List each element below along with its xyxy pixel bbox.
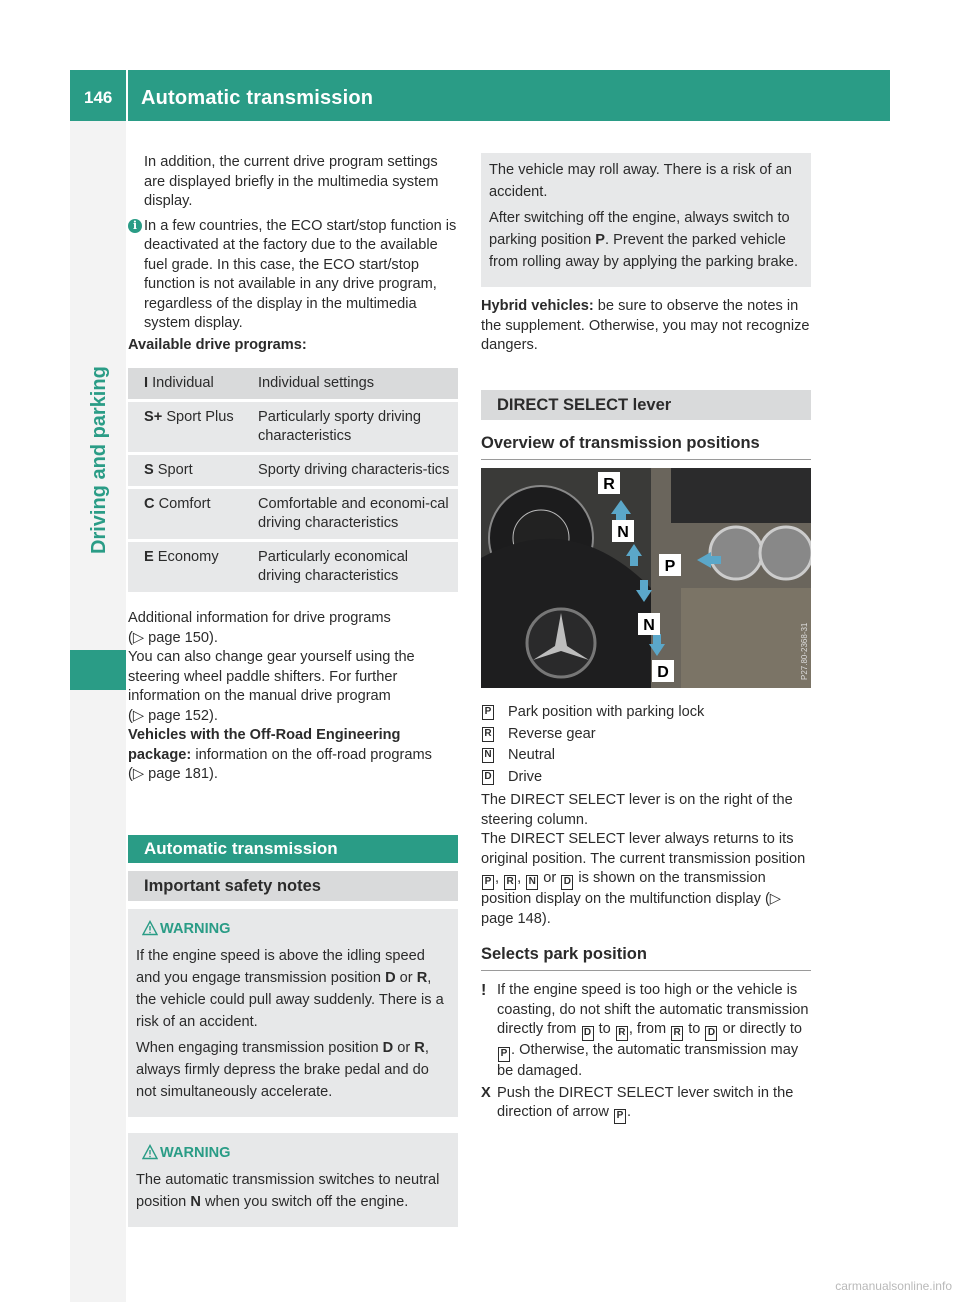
- legend-item: N Neutral: [481, 745, 811, 767]
- lever-returns-text: The DIRECT SELECT lever always returns to its original position. The current transmission position P , R , N or D is shown on the transmission position display on the multifunction display (▷ page 148).: [481, 831, 806, 927]
- page-ref-181[interactable]: (▷ page 181).: [128, 766, 218, 782]
- gear-glyph-icon: N: [482, 748, 494, 763]
- page-header: [70, 70, 890, 121]
- overview-heading: Overview of transmission positions: [481, 432, 811, 460]
- side-tab-marker: [70, 650, 126, 690]
- program-name: S+ Sport Plus: [128, 402, 250, 452]
- program-name: S Sport: [128, 455, 250, 486]
- warning-box-1-continued: [481, 153, 811, 287]
- program-row: [128, 402, 458, 452]
- side-tab-label: Driving and parking: [88, 366, 110, 554]
- warning-cont-1: The vehicle may roll away. There is a risk of an accident.: [489, 162, 792, 200]
- park-heading: Selects park position: [481, 943, 811, 971]
- paddle-text: You can also change gear yourself using the steering wheel paddle shifters. For further information on the manual drive program (▷ page 152).: [128, 649, 415, 724]
- page-ref-150[interactable]: (▷ page 150).: [128, 629, 218, 646]
- legend-item: R Reverse gear: [481, 724, 811, 746]
- program-row: [128, 542, 458, 592]
- gear-glyph-icon: P: [482, 705, 494, 720]
- warning-cont-2: After switching off the engine, always switch to parking position P. Prevent the parked vehicle from rolling away by applying the parking brake.: [489, 210, 799, 270]
- svg-text:R: R: [603, 475, 615, 493]
- warning-box-1: [128, 909, 458, 1117]
- side-tab: [70, 121, 126, 1302]
- caution-icon: !: [481, 982, 487, 999]
- svg-text:D: D: [657, 663, 669, 681]
- warning-triangle-icon: [142, 920, 158, 936]
- intro-text: In addition, the current drive program settings are displayed briefly in the multimedia system display.: [144, 154, 439, 209]
- info-note-text: In a few countries, the ECO start/stop function is deactivated at the factory due to the available fuel grade. In this case, the ECO start/stop function is not available in any drive program, regardless of the display in the multimedia system display.: [144, 217, 457, 331]
- left-column: [128, 153, 458, 1227]
- lever-position-text: The DIRECT SELECT lever is on the right of the steering column.: [481, 792, 793, 828]
- label-d: [652, 660, 674, 682]
- transmission-legend: [481, 702, 811, 788]
- warning1-paragraph1: If the engine speed is above the idling speed and you engage transmission position D or R, the vehicle could pull away suddenly. There is a risk of an accident.: [136, 947, 444, 1030]
- page-title: Automatic transmission: [141, 87, 374, 109]
- gear-glyph-icon: D: [482, 770, 494, 785]
- warning1-paragraph2: When engaging transmission position D or R, always firmly depress the brake pedal and do not simultaneously accelerate.: [136, 1039, 429, 1100]
- page-number: 146: [84, 88, 113, 107]
- warning-title: WARNING: [136, 919, 450, 939]
- step-arrow-icon: X: [481, 1084, 491, 1101]
- warning-title-2: WARNING: [136, 1143, 450, 1163]
- label-n-down: [638, 613, 660, 635]
- svg-text:N: N: [643, 616, 655, 634]
- label-r: [598, 472, 620, 494]
- caution-note: ! If the engine speed is too high or the vehicle is coasting, do not shift the automatic transmission directly from D to R , from R to D or directly to P . Otherwise, the automatic transmission may be damaged.: [481, 982, 809, 1079]
- page-ref-148[interactable]: (▷ page 148).: [481, 891, 782, 927]
- program-description: Particularly economical driving characteristics: [250, 542, 458, 592]
- photo-code: P27.80-2368-31: [800, 622, 809, 680]
- program-description: Particularly sporty driving characteristics: [250, 402, 458, 452]
- programs-table: [128, 365, 458, 595]
- header-divider: [126, 70, 128, 121]
- additional-info: Additional information for drive programs (▷ page 150).: [128, 610, 391, 646]
- program-name: E Economy: [128, 542, 250, 592]
- gear-glyph-icon: R: [482, 727, 494, 742]
- program-row: [128, 489, 458, 539]
- programs-heading: Available drive programs:: [128, 336, 307, 353]
- warning-triangle-icon: [142, 1144, 158, 1160]
- legend-item: D Drive: [481, 767, 811, 789]
- program-row: [128, 368, 458, 399]
- section-automatic-transmission: Automatic transmission: [128, 835, 458, 863]
- subsection-safety-notes: Important safety notes: [128, 871, 458, 901]
- section-direct-select-lever: DIRECT SELECT lever: [481, 390, 811, 420]
- label-n-up: [612, 520, 634, 542]
- offroad-text: Vehicles with the Off-Road Engineering package: information on the off-road programs (▷ page 181).: [128, 727, 432, 782]
- hybrid-text: Hybrid vehicles: be sure to observe the notes in the supplement. Otherwise, you may not recognize dangers.: [481, 298, 810, 353]
- transmission-photo: [481, 468, 811, 688]
- label-p: [659, 554, 681, 576]
- warning2-paragraph: The automatic transmission switches to neutral position N when you switch off the engine.: [136, 1171, 440, 1210]
- program-row: [128, 455, 458, 486]
- warning-box-2: [128, 1133, 458, 1227]
- info-icon: i: [128, 219, 142, 233]
- program-description: Comfortable and economi-cal driving characteristics: [250, 489, 458, 539]
- step-instruction: X Push the DIRECT SELECT lever switch in the direction of arrow P .: [481, 1084, 811, 1125]
- program-name: I Individual: [128, 368, 250, 399]
- svg-text:P: P: [664, 557, 676, 575]
- legend-item: P Park position with parking lock: [481, 702, 811, 724]
- program-name: C Comfort: [128, 489, 250, 539]
- program-description: Sporty driving characteris-tics: [250, 455, 458, 486]
- info-note: [128, 217, 458, 334]
- program-description: Individual settings: [250, 368, 458, 399]
- svg-text:N: N: [617, 523, 629, 541]
- right-column: [481, 153, 811, 1124]
- footer-watermark: carmanualsonline.info: [835, 1278, 952, 1293]
- page-ref-152[interactable]: (▷ page 152).: [128, 707, 218, 724]
